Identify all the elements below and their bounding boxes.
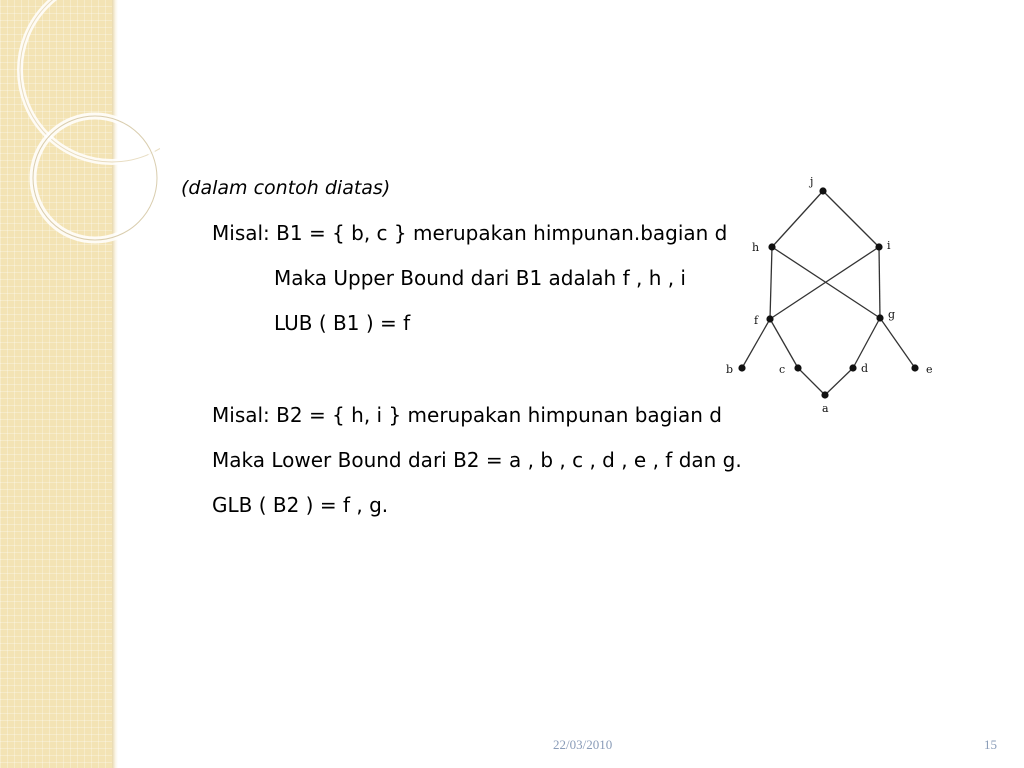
node-e — [911, 364, 918, 371]
b2-lower-bound: Maka Lower Bound dari B2 = a , b , c , d , e , f dan g. — [212, 448, 742, 472]
edge-i-g — [879, 247, 880, 318]
label-j: j — [810, 175, 814, 188]
decorative-circles — [0, 0, 160, 300]
b2-glb: GLB ( B2 ) = f , g. — [212, 493, 389, 517]
diagram-labels — [726, 175, 933, 415]
b1-lub: LUB ( B1 ) = f — [274, 311, 411, 335]
diagram-nodes — [738, 187, 918, 398]
edge-g-d — [853, 318, 880, 368]
label-g: g — [888, 308, 896, 321]
b1-upper-bound: Maka Upper Bound dari B1 adalah f , h , i — [274, 266, 686, 290]
edge-c-a — [798, 368, 825, 395]
b2-definition: Misal: B2 = { h, i } merupakan himpunan bagian d — [212, 403, 722, 427]
label-i: i — [887, 239, 891, 252]
label-d: d — [861, 362, 869, 375]
label-b: b — [726, 363, 734, 376]
edge-d-a — [825, 368, 853, 395]
edge-j-i — [823, 191, 879, 247]
node-i — [875, 243, 882, 250]
page-number: 15 — [984, 737, 997, 752]
label-a: a — [822, 402, 829, 415]
label-f: f — [754, 314, 759, 327]
node-b — [738, 364, 745, 371]
label-e: e — [926, 363, 933, 376]
intro-text: (dalam contoh diatas) — [181, 177, 391, 199]
b1-definition: Misal: B1 = { b, c } merupakan himpunan.bagian d — [212, 221, 728, 245]
label-h: h — [752, 241, 760, 254]
node-h — [768, 243, 775, 250]
edge-f-c — [770, 319, 798, 368]
label-c: c — [779, 363, 786, 376]
edge-i-f — [770, 247, 879, 319]
hasse-diagram — [718, 170, 948, 420]
node-g — [876, 314, 883, 321]
node-d — [849, 364, 856, 371]
node-c — [794, 364, 801, 371]
node-j — [819, 187, 826, 194]
footer-date: 22/03/2010 — [553, 737, 613, 752]
node-a — [821, 391, 828, 398]
node-f — [766, 315, 773, 322]
edge-g-e — [880, 318, 915, 368]
diagram-edges — [742, 191, 915, 395]
deco-circle-small — [33, 116, 157, 240]
edge-h-f — [770, 247, 772, 319]
edge-j-h — [772, 191, 823, 247]
